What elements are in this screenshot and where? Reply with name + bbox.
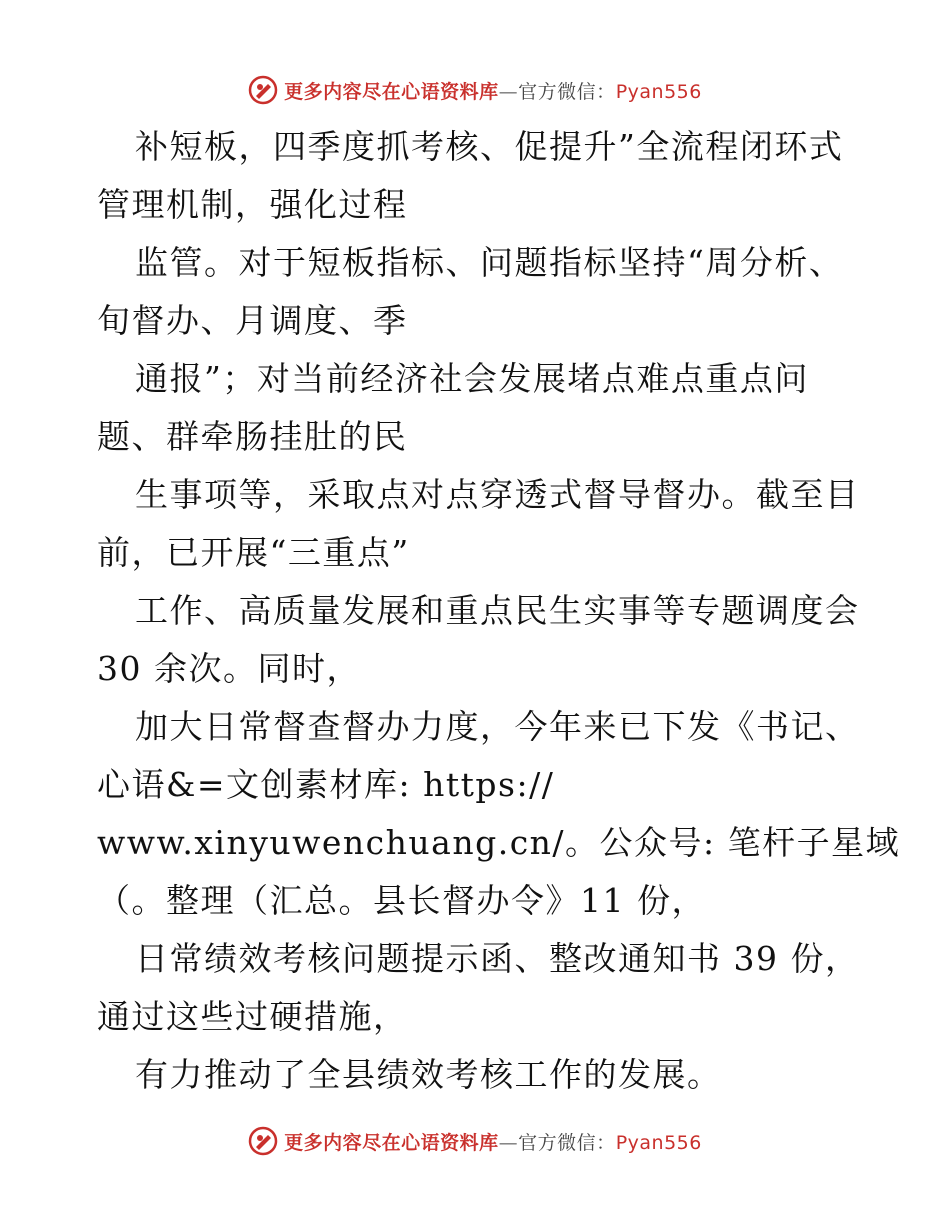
watermark-text: 更多内容尽在心语资料库—官方微信：Pyan556 (284, 80, 702, 103)
body-line: 加大日常督查督办力度，今年来已下发《书记、 (135, 707, 860, 746)
body-line: 旬督办、月调度、季 (97, 301, 408, 340)
body-line: 通报”；对当前经济社会发展堵点难点重点问 (135, 359, 809, 398)
body-line: 日常绩效考核问题提示函、整改通知书 39 份， (135, 939, 860, 978)
seal-logo-icon (248, 1126, 278, 1156)
body-line: 工作、高质量发展和重点民生实事等专题调度会 (135, 591, 860, 630)
body-line: 管理机制，强化过程 (97, 185, 408, 224)
body-line: 通过这些过硬措施， (97, 997, 408, 1036)
body-line: 生事项等，采取点对点穿透式督导督办。截至目 (135, 475, 860, 514)
watermark-text: 更多内容尽在心语资料库—官方微信：Pyan556 (284, 1131, 702, 1154)
body-line: 30 余次。同时， (97, 649, 361, 688)
header-watermark (0, 70, 950, 110)
seal-logo-icon (248, 75, 278, 105)
body-line: www.xinyuwenchuang.cn/。公众号: 笔杆子星域 (97, 823, 901, 862)
body-line: 前，已开展“三重点” (97, 533, 410, 572)
body-line: 题、群牵肠挂肚的民 (97, 417, 408, 456)
body-line: 补短板，四季度抓考核、促提升”全流程闭环式 (135, 127, 844, 166)
body-line: 心语&=文创素材库: https:// (97, 765, 555, 804)
footer-watermark (0, 1121, 950, 1161)
document-body (97, 118, 901, 1104)
body-line: 有力推动了全县绩效考核工作的发展。 (135, 1055, 722, 1094)
body-line: 监管。对于短板指标、问题指标坚持“周分析、 (135, 243, 844, 282)
body-line: （。整理（汇总。县长督办令》11 份， (97, 881, 706, 920)
